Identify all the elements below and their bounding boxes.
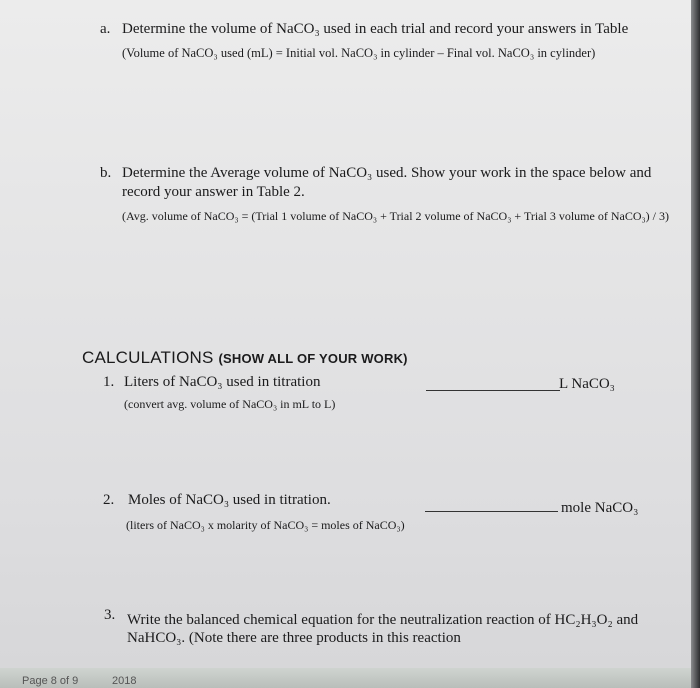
part-a-instruction: Determine the volume of NaCO₃ used in each trial and record your answers in Table — [122, 21, 629, 37]
part-a-formula: (Volume of NaCO₃ used (mL) = Initial vol. NaCO₃ in cylinder – Final vol. NaCO₃ in cylinder) — [122, 46, 596, 60]
part-b-formula: (Avg. volume of NaCO₃ = (Trial 1 volume of NaCO₃ + Trial 2 volume of NaCO₃ + Trial 3 volume of NaCO₃) / 3) — [122, 209, 670, 223]
q1-note: (convert avg. volume of NaCO₃ in mL to L) — [124, 397, 336, 411]
part-b-marker: b. — [100, 165, 112, 181]
q3-text-line1: Write the balanced chemical equation for the neutralization reaction of HC₂H₃O₂ and — [127, 612, 639, 628]
footer-year: 2018 — [112, 675, 137, 687]
page-footer — [0, 668, 691, 688]
q1-text: Liters of NaCO₃ used in titration — [124, 374, 321, 390]
q2-answer-blank[interactable] — [425, 511, 558, 512]
q1-unit: L NaCO₃ — [559, 376, 615, 392]
calculations-heading-note: (SHOW ALL OF YOUR WORK) — [218, 351, 408, 366]
q3-text-line2: NaHCO₃. (Note there are three products in this reaction — [127, 630, 461, 646]
q2-number: 2. — [103, 492, 115, 508]
part-a-marker: a. — [100, 21, 111, 37]
q2-text: Moles of NaCO₃ used in titration. — [128, 492, 331, 508]
part-b-instruction-line1: Determine the Average volume of NaCO₃ used. Show your work in the space below and — [122, 165, 652, 181]
page-number: Page 8 of 9 — [22, 675, 79, 687]
page-edge-shadow — [691, 0, 700, 688]
calculations-heading: CALCULATIONS (SHOW ALL OF YOUR WORK) — [82, 348, 408, 367]
q3-number: 3. — [104, 607, 116, 623]
q2-note: (liters of NaCO₃ x molarity of NaCO₃ = moles of NaCO₃) — [126, 518, 405, 532]
q2-unit: mole NaCO₃ — [561, 500, 639, 516]
q1-number: 1. — [103, 374, 115, 390]
part-b-instruction-line2: record your answer in Table 2. — [122, 184, 305, 200]
q1-answer-blank[interactable] — [426, 390, 560, 391]
